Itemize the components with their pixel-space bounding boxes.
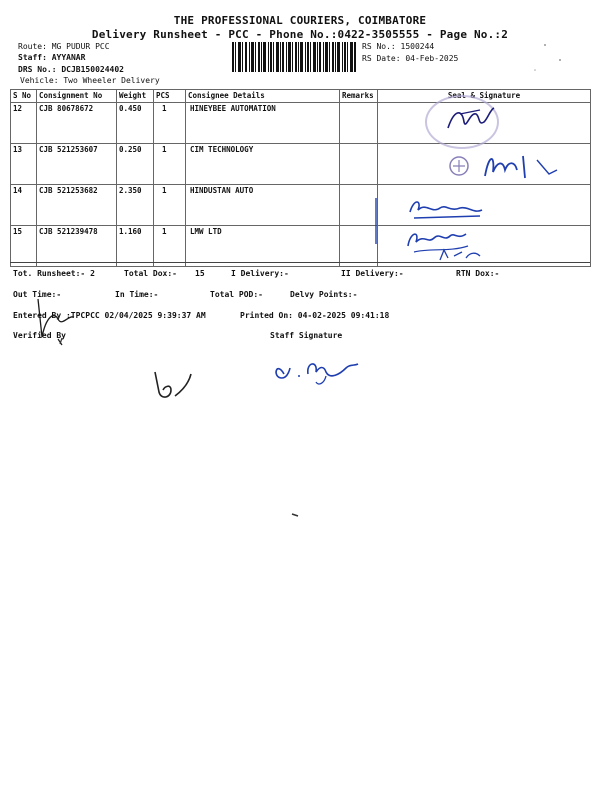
row-consignee: CIM TECHNOLOGY (186, 144, 340, 185)
row-pcs: 1 (154, 185, 186, 226)
table-row (11, 103, 591, 144)
seal-signature-label: Seal & Signature (447, 91, 521, 100)
stray-tick (58, 336, 68, 346)
company-title: THE PROFESSIONAL COURIERS, COIMBATORE (173, 14, 427, 27)
verified-by: Verified By (13, 331, 66, 340)
in-time: In Time:- (115, 290, 159, 299)
rs-number: RS No.: 1500244 (362, 42, 435, 51)
col-consignee: Consignee Details (186, 90, 340, 103)
row-sno: 12 (11, 103, 37, 144)
staff-signature (270, 352, 365, 388)
row-consignment: CJB 80678672 (37, 103, 117, 144)
rtn-dox: RTN Dox:- (456, 269, 500, 278)
row-consignee: HINDUSTAN AUTO (186, 185, 340, 226)
vehicle-label: Vehicle: Two Wheeler Delivery (20, 76, 160, 85)
row-consignment: CJB 521253607 (37, 144, 117, 185)
row-consignment: CJB 521253682 (37, 185, 117, 226)
row-sno: 15 (11, 226, 37, 267)
row-weight: 2.350 (117, 185, 154, 226)
row-consignee: HINEYBEE AUTOMATION (186, 103, 340, 144)
out-time: Out Time:- (13, 290, 62, 299)
table-header-row (11, 90, 591, 103)
runsheet-subtitle: Delivery Runsheet - PCC - Phone No.:0422-3505555 - Page No.:2 (91, 28, 509, 41)
col-pcs: PCS (154, 90, 186, 103)
row-consignee: LMW LTD (186, 226, 340, 267)
row-weight: 1.160 (117, 226, 154, 267)
row-weight: 0.250 (117, 144, 154, 185)
col-weight: Weight (117, 90, 154, 103)
table-row (11, 185, 591, 226)
row-remarks (340, 144, 378, 185)
stray-mark (290, 510, 302, 518)
row-pcs: 1 (154, 103, 186, 144)
col-remarks: Remarks (340, 90, 378, 103)
i-delivery: I Delivery:- (231, 269, 289, 278)
row-weight: 0.450 (117, 103, 154, 144)
drs-label: DRS No.: DCJB150024402 (18, 65, 124, 74)
route-label: Route: MG PUDUR PCC (18, 42, 110, 51)
delvy-points: Delvy Points:- (290, 290, 358, 299)
row-pcs: 1 (154, 226, 186, 267)
scan-speckles (520, 40, 580, 80)
row-remarks (340, 103, 378, 144)
entered-by: Entered By :TPCPCC 02/04/2025 9:39:37 AM (13, 311, 206, 320)
col-consignment: Consignment No (37, 90, 117, 103)
row-sno: 13 (11, 144, 37, 185)
row-sno: 14 (11, 185, 37, 226)
rs-date: RS Date: 04-Feb-2025 (362, 54, 459, 63)
row14-note-text: Ranjiy (410, 210, 414, 211)
row-pcs: 1 (154, 144, 186, 185)
total-dox-value: 15 (195, 269, 205, 278)
col-sno: S No (11, 90, 37, 103)
row-consignment: CJB 521239478 (37, 226, 117, 267)
ii-delivery: II Delivery:- (341, 269, 404, 278)
tot-runsheet: Tot. Runsheet:- 2 (13, 269, 95, 278)
printed-on: Printed On: 04-02-2025 09:41:18 (240, 311, 390, 320)
staff-label: Staff: AYYANAR (18, 53, 86, 62)
total-pod: Total POD:- (210, 290, 263, 299)
total-dox-label: Total Dox:- (124, 269, 177, 278)
barcode-image (232, 42, 356, 72)
staff-signature-label: Staff Signature (270, 331, 343, 340)
row13-signature (445, 148, 565, 188)
row15-handwriting (370, 222, 510, 266)
verified-by-signature (145, 368, 195, 404)
row12-signature (440, 100, 500, 140)
